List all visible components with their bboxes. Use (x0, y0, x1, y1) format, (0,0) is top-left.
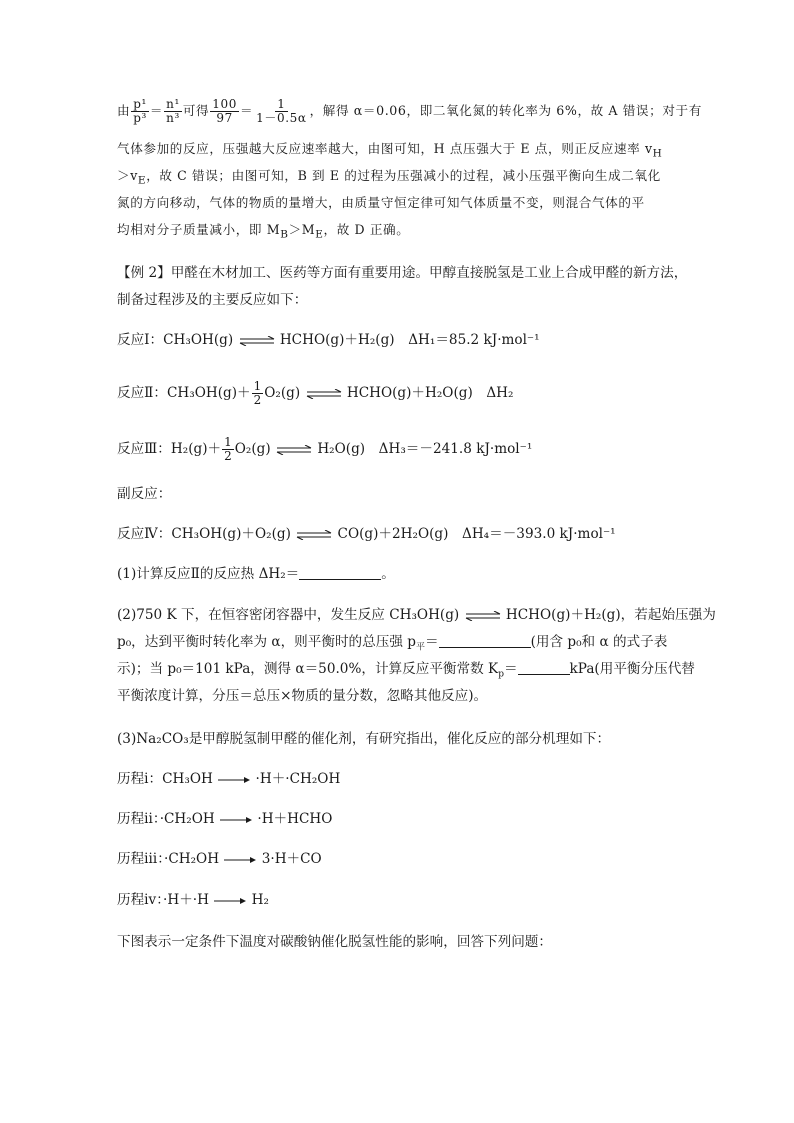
answer-blank-kp[interactable] (518, 660, 570, 675)
example-label: 【例 2】 (117, 265, 171, 281)
equilibrium-arrow-icon (295, 530, 333, 540)
question-2-line-3: 示)；当 p₀＝101 kPa，测得 α＝50.0%，计算反应平衡常数 $K_p= kPa$(用平衡分压代替 (117, 661, 695, 680)
mechanism-step-1: 历程ⅰ：CH₃OH ·H＋·CH₂OH (117, 771, 341, 787)
solution-line-3: $>v_E$，故 C 错误；由图可知，B 到 E 的过程为压强减小的过程，减小压强平衡向生成二氧化 (117, 168, 661, 187)
fraction-alpha: $\frac{1}{1-0.5\alpha}$ (256, 97, 307, 125)
fraction-p: $\frac{\text{p¹}}{\text{p³}}$ (133, 97, 147, 125)
reaction-arrow-icon (219, 816, 253, 824)
mechanism-step-4: 历程ⅳ：·H＋·H H₂ (117, 892, 269, 908)
question-2-line-2: p₀，达到平衡时转化率为 α，则平衡时的总压强 $p_平=$ (用含 p₀和 α 的式子表 (117, 634, 668, 653)
solution-line-4: 氮的方向移动，气体的物质的量增大，由质量守恒定律可知气体质量不变，则混合气体的平 (117, 195, 645, 210)
mechanism-step-3: 历程ⅲ：·CH₂OH 3·H＋CO (117, 851, 322, 867)
closing-sentence: 下图表示一定条件下温度对碳酸钠催化脱氢性能的影响，回答下列问题： (117, 934, 552, 950)
fraction-n: $\frac{\text{n¹}}{\text{n³}}$ (166, 97, 180, 125)
solution-line-5: 均相对分子质量减小，即 $M_B>M_E$，故 D 正确。 (117, 222, 410, 241)
fraction-100-97: $\frac{100}{97}$ (212, 97, 237, 125)
reaction-arrow-icon (217, 776, 251, 784)
solution-line-2: 气体参加的反应，压强越大反应速率越大，由图可知，H 点压强大于 E 点，则正反应速率 $v_H$ (117, 141, 663, 160)
solution-line-1: 由 $\frac{\text{p¹}}{\text{p³}}$ ＝ $\frac{\text{n¹}}{\text{n³}}$ 可得 $\frac{100}{97}$ ＝ $\frac{1}{1-0.5\alpha}$ ，解得 α＝0.06，即二氧化氮的转化率为 6%，故 A 错误；对于有 (117, 97, 702, 125)
answer-blank-total-pressure[interactable] (439, 633, 531, 648)
mechanism-step-2: 历程ⅱ：·CH₂OH ·H＋HCHO (117, 811, 333, 827)
question-2-line-4: 平衡浓度计算，分压＝总压×物质的量分数，忽略其他反应)。 (117, 688, 488, 704)
reaction-2: 反应Ⅱ：CH₃OH(g)＋ $\frac{1}{2}$ O₂(g) HCHO(g)＋H₂O(g) ΔH₂ (117, 379, 514, 407)
example-intro-line-1: 【例 2】甲醛在木材加工、医药等方面有重要用途。甲醇直接脱氢是工业上合成甲醛的新方法， (117, 265, 688, 281)
solution-prefix: 由 (117, 103, 131, 118)
reaction-3: 反应Ⅲ：H₂(g)＋ $\frac{1}{2}$ O₂(g) H₂O(g) ΔH₃＝－241.8 kJ·mol⁻¹ (117, 435, 533, 463)
equilibrium-arrow-icon (305, 389, 343, 399)
side-reaction-heading: 副反应： (117, 486, 172, 502)
fraction-half: $\frac{1}{2}$ (224, 435, 232, 463)
question-1: (1)计算反应Ⅱ的反应热 ΔH₂＝ 。 (117, 566, 395, 582)
answer-blank-dh2[interactable] (299, 565, 381, 580)
fraction-half: $\frac{1}{2}$ (253, 379, 262, 407)
example-intro-line-2: 制备过程涉及的主要反应如下： (117, 292, 308, 308)
equilibrium-arrow-icon (275, 445, 313, 455)
question-3: (3)Na₂CO₃是甲醇脱氢制甲醛的催化剂，有研究指出，催化反应的部分机理如下： (117, 731, 611, 747)
reaction-arrow-icon (213, 897, 247, 905)
equilibrium-arrow-icon (238, 336, 276, 346)
equilibrium-arrow-icon (464, 611, 502, 621)
question-2-line-1: (2)750 K 下，在恒容密闭容器中，发生反应 CH₃OH(g) HCHO(g)＋H₂(g)，若起始压强为 (117, 607, 716, 623)
reaction-1: 反应Ⅰ：CH₃OH(g) HCHO(g)＋H₂(g) ΔH₁＝85.2 kJ·mol⁻¹ (117, 332, 540, 348)
reaction-arrow-icon (223, 856, 257, 864)
reaction-4: 反应Ⅳ：CH₃OH(g)＋O₂(g) CO(g)＋2H₂O(g) ΔH₄＝－393.0 kJ·mol⁻¹ (117, 526, 616, 542)
